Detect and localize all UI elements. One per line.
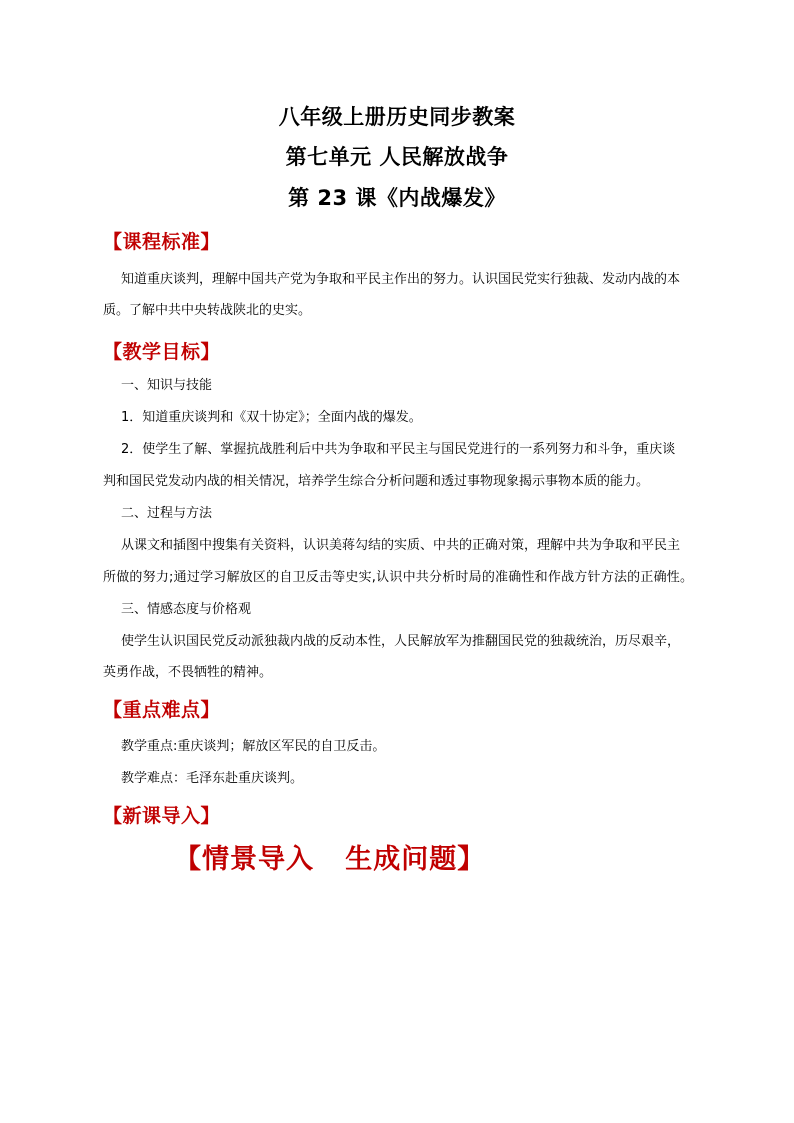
objective-item-2-line-2: 判和国民党发动内战的相关情况，培养学生综合分析问题和透过事物现象揭示事物本质的能力。 (103, 474, 650, 489)
objective-item-2-line-1: 2．使学生了解、掌握抗战胜利后中共为争取和平民主与国民党进行的一系列努力和斗争，重庆谈 (121, 442, 676, 457)
document-title: 八年级上册历史同步教案 (278, 105, 516, 129)
process-methods-line-1: 从课文和插图中搜集有关资料，认识美蒋勾结的实质、中共的正确对策，理解中共为争取和平民主 (121, 538, 681, 553)
teaching-difficulty-text: 教学难点：毛泽东赴重庆谈判。 (121, 771, 304, 786)
teaching-focus-text: 教学重点:重庆谈判；解放区军民的自卫反击。 (121, 739, 386, 754)
knowledge-skills-subheading: 一、知识与技能 (121, 378, 213, 393)
course-standard-text-line-1: 知道重庆谈判，理解中国共产党为争取和平民主作出的努力。认识国民党实行独裁、发动内战的本 (121, 272, 681, 287)
key-difficult-points-heading: 【重点难点】 (103, 699, 221, 721)
process-methods-line-2: 所做的努力;通过学习解放区的自卫反击等史实,认识中共分析时局的准确性和作战方针方法的正确性。 (103, 570, 693, 585)
process-methods-subheading: 二、过程与方法 (121, 506, 213, 521)
scenario-intro-heading: 【情景导入 生成问题】 (174, 844, 486, 875)
emotion-values-line-2: 英勇作战，不畏牺牲的精神。 (103, 665, 273, 680)
emotion-values-line-1: 使学生认识国民党反动派独裁内战的反动本性，人民解放军为推翻国民党的独裁统治，历尽艰辛， (121, 634, 681, 649)
course-standard-text-line-2: 质。了解中共中央转战陕北的史实。 (103, 303, 312, 318)
lesson-title: 第 23 课《内战爆发》 (288, 186, 506, 210)
new-lesson-intro-heading: 【新课导入】 (103, 805, 221, 827)
emotion-values-subheading: 三、情感态度与价格观 (121, 602, 252, 617)
unit-title: 第七单元 人民解放战争 (285, 145, 509, 169)
teaching-objectives-heading: 【教学目标】 (103, 341, 221, 363)
course-standard-heading: 【课程标准】 (103, 231, 221, 253)
objective-item-1: 1．知道重庆谈判和《双十协定》；全面内战的爆发。 (121, 410, 422, 425)
